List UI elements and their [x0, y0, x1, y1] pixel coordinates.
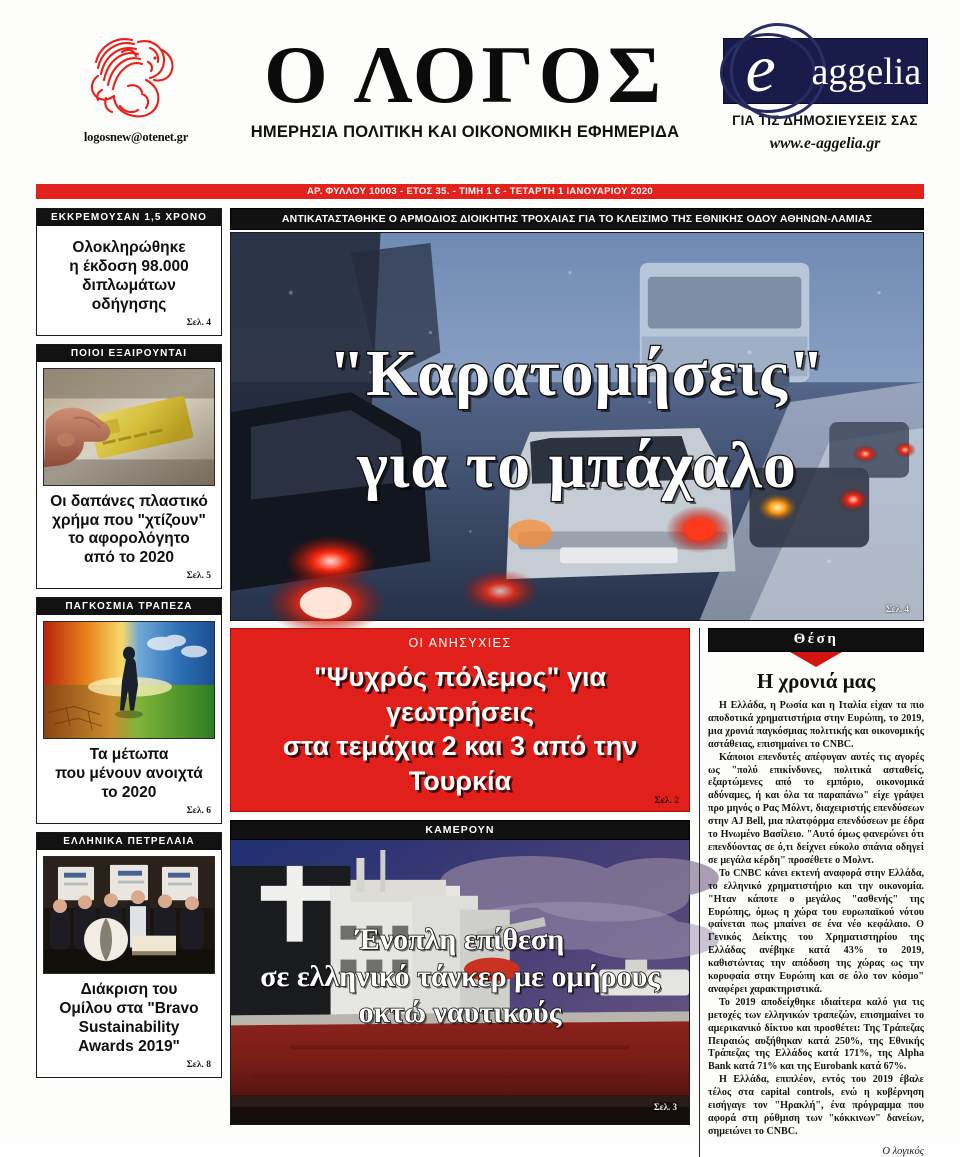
sidebar-headline [43, 739, 215, 803]
sidebar-photo-awards [43, 856, 215, 974]
ship-headline-line-3: οκτώ ναυτικούς [358, 996, 562, 1030]
red-headline-line-2: στα τεμάχια 2 και 3 από την Τουρκία [282, 731, 638, 796]
advert-block[interactable] [710, 30, 940, 153]
headline-line: το αφορολόγητο [68, 530, 190, 548]
sidebar-photo-credit-card [43, 368, 215, 486]
headline-line: Ομίλου στα "Bravo [59, 999, 199, 1017]
headline-line: το 2020 [101, 784, 157, 802]
content-area [36, 208, 924, 1157]
hero-article[interactable] [230, 232, 924, 621]
editorial-column [708, 628, 924, 1157]
headline-line: που μένουν ανοιχτά [55, 765, 203, 783]
advert-brand-e: e [745, 30, 776, 106]
advert-url[interactable]: www.e-aggelia.gr [769, 135, 881, 152]
sidebar-headline [43, 232, 215, 315]
ship-headline-line-2: σε ελληνικό τάνκερ με ομήρους [260, 959, 660, 993]
editorial-section-label: Θέση [708, 628, 924, 652]
page-reference: Σελ. 4 [885, 604, 909, 614]
editorial-paragraph: Το 2019 αποδείχθηκε ιδιαίτερα καλό για τις μετοχές των ελληνικών τραπεζών, επισημαίνει το αμερικανικό δίκτυο και προσθέτει: Της Τράπεζας Πειραιώς αυξήθηκαν κατά 250%, της Εθνικής Τράπεζας της Ελλάδος κατά 171%, της Alpha Bank κατά 71% και της Eurobank κατά 67%. [708, 996, 924, 1073]
page-title: Ο ΛΟΓΟΣ [263, 29, 667, 120]
sidebar-item-driving-licences[interactable] [36, 208, 222, 336]
contact-email: logosnew@otenet.gr [83, 130, 189, 144]
red-headline-line-1: "Ψυχρός πόλεμος" για γεωτρήσεις [313, 662, 607, 727]
page-reference: Σελ. 2 [654, 796, 679, 806]
newspaper-logo-block [56, 28, 216, 145]
muse-head-emblem-icon [76, 28, 196, 124]
headline-line: Διάκριση του [80, 980, 178, 998]
page-reference: Σελ. 4 [186, 317, 211, 328]
page-reference: Σελ. 3 [653, 1102, 677, 1112]
lower-left-column [230, 628, 690, 1125]
editorial-body [708, 700, 924, 1139]
advert-tagline: ΓΙΑ ΤΙΣ ΔΗΜΟΣΙΕΥΣΕΙΣ ΣΑΣ [732, 113, 918, 128]
hero-headline-line-2: για το μπάχαλο [357, 429, 797, 502]
paper-subtitle: ΗΜΕΡΗΣΙΑ ΠΟΛΙΤΙΚΗ ΚΑΙ ΟΙΚΟΝΟΜΙΚΗ ΕΦΗΜΕΡΙΔΑ [250, 122, 680, 141]
sidebar-item-hellenic-petroleum[interactable] [36, 832, 222, 1078]
sidebar-headline [43, 974, 215, 1057]
headline-line: η έκδοση 98.000 [69, 257, 189, 275]
title-block [225, 29, 705, 142]
headline-line: από το 2020 [84, 549, 174, 567]
lower-zone [230, 628, 924, 1157]
sidebar-kicker: ΕΚΚΡΕΜΟΥΣΑΝ 1,5 ΧΡΟΝΟ [37, 209, 221, 226]
headline-line: Ολοκληρώθηκε [72, 239, 186, 256]
sidebar-item-plastic-money[interactable] [36, 344, 222, 590]
top-banner-headline: ΑΝΤΙΚΑΤΑΣΤΑΘΗΚΕ Ο ΑΡΜΟΔΙΟΣ ΔΙΟΙΚΗΤΗΣ ΤΡΟΧΑΙΑΣ ΓΙΑ ΤΟ ΚΛΕΙΣΙΜΟ ΤΗΣ ΕΘΝΙΚΗΣ ΟΔΟΥ ΑΘΗΝΩΝ-ΛΑΜΙΑΣ [230, 208, 924, 230]
page-reference: Σελ. 6 [186, 805, 211, 816]
headline-line: διπλωμάτων οδήγησης [82, 276, 176, 313]
headline-line: χρήμα που "χτίζουν" [52, 511, 206, 529]
hero-headline-line-1: "Καρατομήσεις" [328, 337, 826, 410]
sidebar-kicker: ΠΟΙΟΙ ΕΞΑΙΡΟΥΝΤΑΙ [37, 345, 221, 362]
headline-line: Awards 2019" [78, 1037, 180, 1055]
headline-line: Οι δαπάνες πλαστικό [50, 492, 208, 510]
main-column [230, 208, 924, 1157]
headline-line: Τα μέτωπα [89, 746, 169, 764]
red-box-headline [241, 660, 679, 798]
headline-line: Sustainability [78, 1018, 180, 1036]
sidebar-headline [43, 486, 215, 569]
issue-info-bar [36, 184, 924, 199]
red-box-kicker: ΟΙ ΑΝΗΣΥΧΙΕΣ [408, 636, 512, 650]
page-reference: Σελ. 5 [186, 571, 211, 582]
sidebar-kicker: ΠΑΓΚΟΣΜΙΑ ΤΡΑΠΕΖΑ [37, 598, 221, 615]
sidebar [36, 208, 222, 1086]
column-divider [699, 628, 700, 1157]
sidebar-photo-climate [43, 621, 215, 739]
editorial-paragraph: Η Ελλάδα, επιπλέον, εντός του 2019 έβαλε τέλος στα capital controls, ενώ η κυβέρνηση εισήγαγε τον "Ηρακλή", ένα πρόγραμμα που αφορά στη ρύθμιση των "κόκκινων" δανείων, σημειώνει το CNBC. [708, 1074, 924, 1137]
red-article-box[interactable] [230, 628, 690, 812]
masthead [0, 0, 960, 182]
ship-kicker: ΚΑΜΕΡΟΥΝ [230, 820, 690, 840]
page-reference: Σελ. 8 [186, 1059, 211, 1070]
editorial-paragraph: Το CNBC κάνει εκτενή αναφορά στην Ελλάδα, το ελληνικό χρηματιστήριο και την οικονομία. "Ηταν κάποτε ο μεγάλος "ασθενής" της Ευρώπης, όμως η χώρα του ευρωπαϊκού νότου φαίνεται πως μπαίνει σε ένα νέο κεφάλαιο. Ο Γενικός Δείκτης του Χρηματιστηρίου της Ελλάδας ανέβηκε κατά 43% το 2019, καθιστώντας την απόδοση της χώρας ως την κορυφαία στην Ευρώπη και σε όλο τον κόσμο" αναφέρει χαρακτηριστικά. [708, 867, 924, 995]
editorial-title: Η χρονιά μας [756, 669, 876, 693]
advert-brand-word: aggelia [811, 51, 922, 93]
sidebar-kicker: ΕΛΛΗΝΙΚΑ ΠΕΤΡΕΛΑΙΑ [37, 833, 221, 850]
editorial-arrow [708, 652, 924, 668]
issue-info-text: ΑΡ. ΦΥΛΛΟΥ 10003 - ΕΤΟΣ 35. - ΤΙΜΗ 1 € - ΤΕΤΑΡΤΗ 1 ΙΑΝΟΥΑΡΙΟΥ 2020 [307, 186, 653, 197]
ship-headline [231, 922, 689, 1032]
hero-photo-traffic-jam [231, 233, 923, 620]
triangle-down-icon [790, 652, 842, 667]
editorial-signature: Ο λογικός [882, 1145, 924, 1157]
sidebar-item-world-bank[interactable] [36, 597, 222, 824]
editorial-paragraph: Η Ελλάδα, η Ρωσία και η Ιταλία είχαν τα πιο αποδοτικά χρηματιστήρια στην Ευρώπη, το 2019, μια χρονιά παγκόσμιας πολιτικής και οικονομικής αστάθειας, επισημαίνει το CNBC. [708, 700, 924, 750]
eaggelia-logo[interactable] [723, 30, 928, 106]
ship-article[interactable] [230, 840, 690, 1125]
ship-headline-line-1: Ένοπλη επίθεση [355, 923, 565, 956]
editorial-paragraph: Κάποιοι επενδυτές απέφυγαν αυτές τις αγορές ως "πολύ επικίνδυνες, πολιτικά ασταθείς, εξαρτώμενες από το εμπόριο, οικονομικά αδύναμες, ή και όλα τα παραπάνω" είχε γράψει προ μηνός ο Ρας Μόλντ, διαχειριστής επενδύσεων στην AJ Bell, μια πλατφόρμα επενδύσεων με έδρα το Ηνωμένο Βασίλειο. "Αυτό όμως φανερώνει ότι επενδύοντας σε ό,τι δείχνει εύκολο σπάνια οδηγεί σε μεγάλα κέρδη" προσέθετε ο Μολντ. [708, 751, 924, 866]
